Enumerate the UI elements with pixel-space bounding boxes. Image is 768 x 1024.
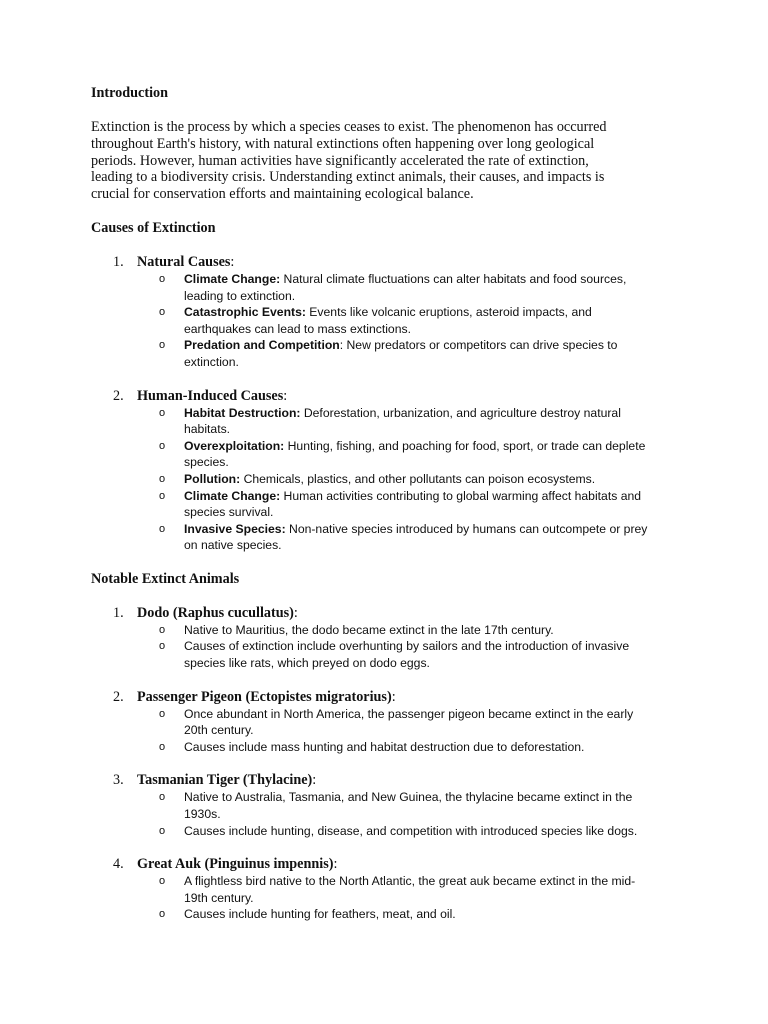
bullet-icon: o: [159, 707, 166, 720]
animal-sublist: [91, 706, 691, 756]
bullet-icon: o: [159, 489, 166, 502]
cause-group-natural: [91, 254, 691, 371]
bullet-icon: o: [159, 824, 166, 837]
animal-point: o Causes of extinction include overhunting by sailors and the introduction of invasive species like rats, which preyed on dodo eggs.: [159, 639, 630, 671]
animal-point: o Native to Mauritius, the dodo became extinct in the late 17th century.: [159, 622, 554, 637]
animal-great-auk: [91, 856, 691, 923]
animal-point: o Native to Australia, Tasmania, and New Guinea, the thylacine became extinct in the 1930s.: [159, 790, 633, 822]
animal-sublist: [91, 789, 691, 839]
list-number: 2.: [113, 387, 124, 404]
bullet-icon: o: [159, 439, 166, 452]
animal-dodo: [91, 605, 691, 672]
list-number: 3.: [113, 772, 124, 789]
animal-title: Tasmanian Tiger (Thylacine):: [137, 772, 317, 789]
list-number: 4.: [113, 856, 124, 873]
bullet-icon: o: [159, 791, 166, 804]
animal-point: o Causes include hunting, disease, and competition with introduced species like dogs.: [159, 823, 638, 838]
animal-point: o A flightless bird native to the North Atlantic, the great auk became extinct in the mid- 19th century.: [159, 874, 636, 905]
list-number: 2.: [113, 688, 124, 705]
bullet-icon: o: [159, 740, 166, 753]
paragraph-line: throughout Earth's history, with natural extinctions often happening over long geological: [91, 135, 595, 152]
cause-sublist: [91, 405, 691, 554]
cause-group-human: [91, 388, 691, 554]
paragraph-line: periods. However, human activities have significantly accelerated the rate of extinction,: [91, 152, 589, 169]
cause-item: o Climate Change: Natural climate fluctuations can alter habitats and food sources, leading to extinction.: [159, 271, 627, 303]
bullet-icon: o: [159, 272, 166, 285]
bullet-icon: o: [159, 875, 166, 888]
cause-item: o Climate Change: Human activities contributing to global warming affect habitats and species survival.: [159, 488, 642, 520]
list-number: 1.: [113, 253, 124, 270]
bullet-icon: o: [159, 339, 166, 352]
cause-group-title: Human-Induced Causes:: [137, 387, 288, 404]
animals-list: [91, 605, 691, 923]
animal-point: o Once abundant in North America, the passenger pigeon became extinct in the early 20th century.: [159, 706, 634, 738]
paragraph-line: leading to a biodiversity crisis. Understanding extinct animals, their causes, and impacts is: [91, 169, 605, 186]
introduction-heading: Introduction: [91, 85, 168, 101]
cause-group-title: Natural Causes:: [137, 253, 235, 270]
cause-item: o Predation and Competition: New predators or competitors can drive species to extinction.: [159, 338, 618, 369]
notable-heading: Notable Extinct Animals: [91, 570, 240, 587]
bullet-icon: o: [159, 472, 166, 485]
animal-point: o Causes include mass hunting and habitat destruction due to deforestation.: [159, 739, 585, 754]
cause-sublist: [91, 271, 691, 371]
bullet-icon: o: [159, 406, 166, 419]
document-body: [91, 85, 691, 923]
causes-heading: Causes of Extinction: [91, 219, 216, 236]
cause-item: o Invasive Species: Non-native species introduced by humans can outcompete or prey on native species.: [159, 521, 648, 553]
animal-tasmanian-tiger: [91, 772, 691, 839]
bullet-icon: o: [159, 306, 166, 319]
paragraph-line: Extinction is the process by which a species ceases to exist. The phenomenon has occurred: [91, 119, 607, 135]
animal-passenger-pigeon: [91, 689, 691, 756]
animal-sublist: [91, 873, 691, 923]
animal-point: o Causes include hunting for feathers, meat, and oil.: [159, 907, 456, 922]
introduction-paragraph: [91, 119, 691, 203]
animal-sublist: [91, 622, 691, 672]
cause-item: o Habitat Destruction: Deforestation, urbanization, and agriculture destroy natural habitats.: [159, 405, 621, 437]
bullet-icon: o: [159, 623, 166, 636]
animal-title: Passenger Pigeon (Ectopistes migratorius):: [137, 688, 396, 705]
animal-title: Great Auk (Pinguinus impennis):: [137, 856, 338, 873]
bullet-icon: o: [159, 522, 166, 535]
list-number: 1.: [113, 604, 124, 621]
paragraph-line: crucial for conservation efforts and maintaining ecological balance.: [91, 186, 474, 203]
animal-title: Dodo (Raphus cucullatus):: [137, 604, 298, 621]
cause-item: o Catastrophic Events: Events like volcanic eruptions, asteroid impacts, and earthquakes can lead to mass extinctions.: [159, 305, 592, 336]
bullet-icon: o: [159, 908, 166, 921]
causes-list: [91, 254, 691, 554]
cause-item: o Overexploitation: Hunting, fishing, and poaching for food, sport, or trade can deplete species.: [159, 438, 646, 470]
cause-item: o Pollution: Chemicals, plastics, and other pollutants can poison ecosystems.: [159, 471, 596, 486]
bullet-icon: o: [159, 640, 166, 653]
